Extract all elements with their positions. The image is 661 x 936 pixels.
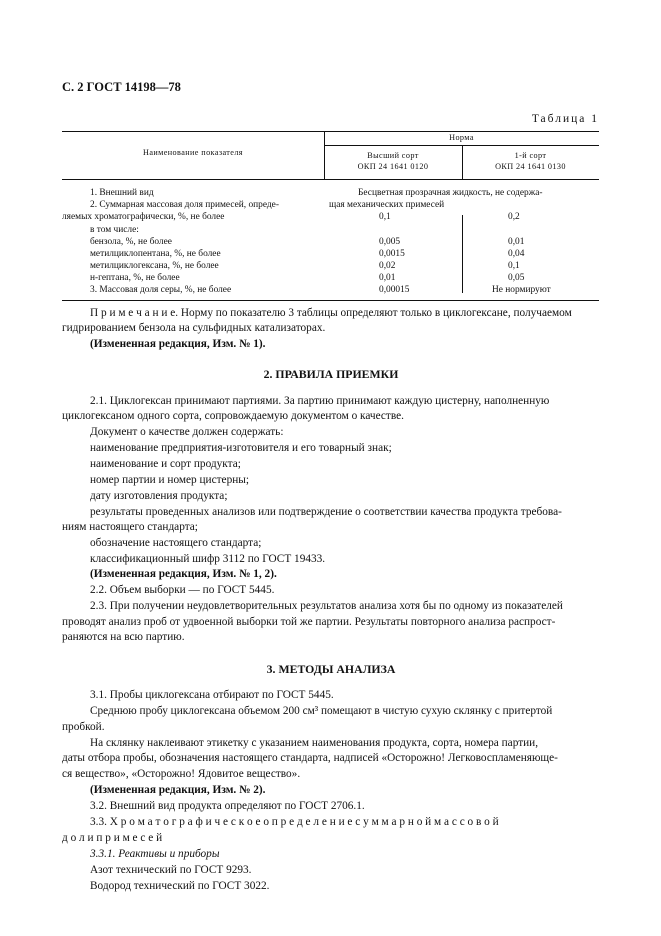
s3-p31: 3.1. Пробы циклогексана отбирают по ГОСТ 5445. (90, 689, 334, 701)
s2-l4: дату изготовления продукта; (90, 490, 228, 502)
s3-r1: Азот технический по ГОСТ 9293. (90, 864, 252, 876)
s2-edit: (Измененная редакция, Изм. № 1, 2). (90, 568, 277, 580)
grade2-code: ОКП 24 1641 0130 (495, 162, 566, 171)
s2-l2: наименование и сорт продукта; (90, 458, 241, 470)
row-appearance: 1. Внешний вид (90, 188, 154, 198)
s2-p23-line2: проводят анализ проб от удвоенной выборки той же партии. Результаты повторного анализа распрост- (62, 616, 556, 628)
table-top-rule (62, 131, 599, 132)
row-including: в том числе: (90, 225, 139, 235)
col-name-header: Наименование показателя (143, 148, 243, 157)
row-methylcyclohexane: метилциклогексана, %, не более (90, 261, 219, 271)
sulfur-grade2: Не нормируют (492, 285, 551, 295)
sulfur-grade1: 0,00015 (379, 285, 410, 295)
row-appearance-value: Бесцветная прозрачная жидкость, не содержа- (358, 188, 543, 198)
grade1-code: ОКП 24 1641 0120 (357, 162, 429, 171)
s3-p31c-line3: ся вещество», «Осторожно! Ядовитое вещество». (62, 768, 301, 780)
benzene-grade2: 0,01 (508, 237, 525, 247)
section3-title: 3. МЕТОДЫ АНАЛИЗА (266, 662, 396, 676)
s3-p31c-line2: даты отбора пробы, обозначения настоящего стандарта, надписей «Осторожно! Легковоспламеняюще- (62, 752, 558, 764)
s2-p23-line1: 2.3. При получении неудовлетворительных результатов анализа хотя бы по одному из показателей (90, 600, 563, 612)
s3-p331: 3.3.1. Реактивы и приборы (90, 848, 220, 860)
table-bottom-rule (62, 300, 599, 301)
grade2-name: 1-й сорт (514, 151, 547, 160)
methylcyclopentane-grade2: 0,04 (508, 249, 525, 259)
row-heptane: н-гептана, %, не более (90, 273, 180, 283)
values-divider (462, 215, 463, 293)
s2-p1-line1: 2.1. Циклогексан принимают партиями. За партию принимают каждую цистерну, наполненную (90, 395, 550, 407)
methylcyclohexane-grade1: 0,02 (379, 261, 396, 271)
row-sulfur: 3. Массовая доля серы, %, не более (90, 285, 232, 295)
s2-doc: Документ о качестве должен содержать: (90, 426, 284, 438)
s2-p22: 2.2. Объем выборки — по ГОСТ 5445. (90, 584, 275, 596)
section2-title: 2. ПРАВИЛА ПРИЕМКИ (263, 367, 399, 381)
s3-p31b-line2: пробкой. (62, 721, 105, 733)
heptane-grade1: 0,01 (379, 273, 396, 283)
heptane-grade2: 0,05 (508, 273, 525, 283)
norma-header: Норма (449, 133, 474, 142)
note-edit: (Измененная редакция, Изм. № 1). (90, 338, 266, 350)
s3-p32: 3.2. Внешний вид продукта определяют по ГОСТ 2706.1. (90, 800, 365, 812)
s3-r2: Водород технический по ГОСТ 3022. (90, 880, 270, 892)
row-methylcyclopentane: метилциклопентана, %, не более (90, 249, 221, 259)
s2-p1-line2: циклогексаном одного сорта, сопровождаемую документом о качестве. (62, 410, 404, 422)
benzene-grade1: 0,005 (379, 237, 401, 247)
table-caption: Таблица 1 (531, 113, 599, 125)
note-line2: гидрированием бензола на сульфидных катализаторах. (62, 322, 326, 334)
impurities-grade2: 0,2 (508, 212, 520, 222)
s2-l5-line1: результаты проведенных анализов или подтверждение о соответствии качества продукта требова- (90, 506, 562, 518)
row-benzene: бензола, %, не более (90, 237, 172, 247)
page-header: С. 2 ГОСТ 14198—78 (62, 80, 181, 94)
methylcyclohexane-grade2: 0,1 (508, 261, 520, 271)
row-appearance-value-cont: щая механических примесей (329, 200, 445, 210)
header-bottom-rule (62, 179, 599, 180)
s3-p31b-line1: Среднюю пробу циклогексана объемом 200 см³ помещают в чистую сухую склянку с притертой (90, 705, 553, 717)
s3-edit: (Измененная редакция, Изм. № 2). (90, 784, 266, 796)
impurities-grade1: 0,1 (379, 212, 391, 222)
s2-l5-line2: ниям настоящего стандарта; (62, 521, 198, 533)
s2-l1: наименование предприятия-изготовителя и его товарный знак; (90, 442, 392, 454)
s2-l3: номер партии и номер цистерны; (90, 474, 249, 486)
s3-p33-line1: 3.3. Х р о м а т о г р а ф и ч е с к о е о п р е д е л е н и е с у м м а р н о й м а с с о в о й (90, 816, 499, 828)
note-line1: П р и м е ч а н и е. Норму по показателю 3 таблицы определяют только в циклогексане, получаемом (90, 307, 572, 319)
s2-l7: классификационный шифр 3112 по ГОСТ 19433. (90, 553, 326, 565)
grade1-name: Высший сорт (367, 151, 419, 160)
s2-l6: обозначение настоящего стандарта; (90, 537, 262, 549)
row-impurities-line1: 2. Суммарная массовая доля примесей, опреде- (90, 200, 279, 210)
s3-p33-line2: д о л и п р и м е с е й (62, 832, 163, 844)
row-impurities-line2: ляемых хроматографически, %, не более (62, 212, 225, 222)
s3-p31c-line1: На склянку наклеивают этикетку с указанием наименования продукта, сорта, номера партии, (90, 737, 539, 749)
s2-p23-line3: раняются на всю партию. (62, 631, 185, 643)
methylcyclopentane-grade1: 0,0015 (379, 249, 405, 259)
